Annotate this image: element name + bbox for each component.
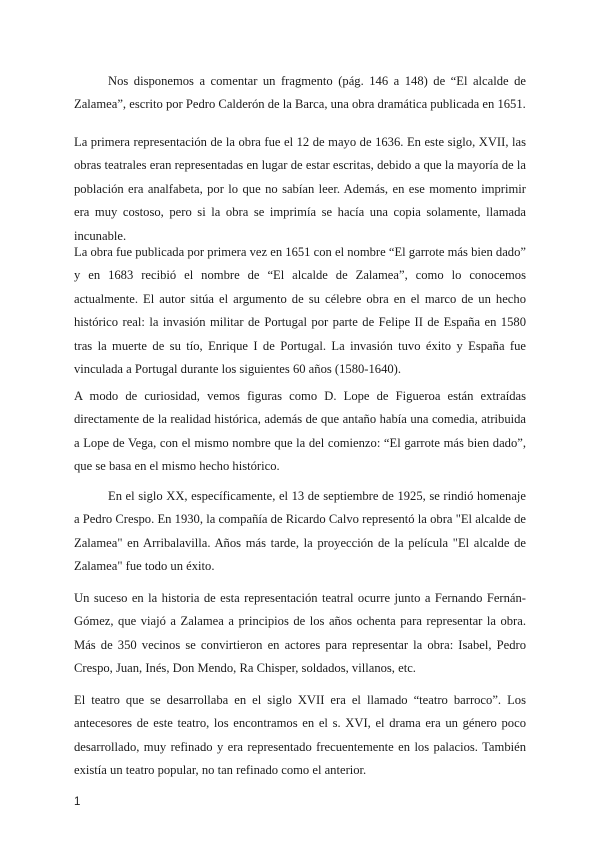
paragraph-intro: Nos disponemos a comentar un fragmento (pág. 146 a 148) de “El alcalde de Zalamea”, escrito por Pedro Calderón de la Barca, una obra dramática publicada en 1651.: [74, 74, 526, 112]
page-number: 1: [74, 796, 81, 808]
paragraph-publication: La obra fue publicada por primera vez en 1651 con el nombre “El garrote más bien dado” y en 1683 recibió el nombre de “El alcalde de Zalamea”, como lo conocemos actualmente. El autor sitúa el argumento de su célebre obra en el marco de un hecho histórico real: la invasión militar de Portugal por parte de Felipe II de España en 1580 tras la muerte de su tío, Enrique I de Portugal. La invasión tuvo éxito y España fue vinculada a Portugal durante los siguientes 60 años (1580-1640).: [74, 245, 526, 377]
paragraph-event: Un suceso en la historia de esta representación teatral ocurre junto a Fernando Fernán-Gómez, que viajó a Zalamea a principios de los años ochenta para representar la obra. Más de 350 vecinos se convirtieron en actores para representar la obra: Isabel, Pedro Crespo, Juan, Inés, Don Mendo, Ra Chisper, soldados, villanos, etc.: [74, 591, 526, 676]
paragraph-baroque-theatre: El teatro que se desarrollaba en el siglo XVII era el llamado “teatro barroco”. Los antecesores de este teatro, los encontramos en el s. XVI, el drama era un género poco desarrollado, muy refinado y era representado frecuentemente en los palacios. También existía un teatro popular, no tan refinado como el anterior.: [74, 693, 526, 778]
paragraph-20th-century: En el siglo XX, específicamente, el 13 de septiembre de 1925, se rindió homenaje a Pedro Crespo. En 1930, la compañía de Ricardo Calvo representó la obra "El alcalde de Zalamea" en Arribalavilla. Años más tarde, la proyección de la película "El alcalde de Zalamea" fue todo un éxito.: [74, 489, 526, 574]
paragraph-first-performance: La primera representación de la obra fue el 12 de mayo de 1636. En este siglo, XVII, las obras teatrales eran representadas en lugar de estar escritas, debido a que la mayoría de la población era analfabeta, por lo que no sabían leer. Además, en ese momento imprimir era muy costoso, pero si la obra se imprimía se hacía una copia solamente, llamada incunable.: [74, 135, 526, 243]
paragraph-curiosity: A modo de curiosidad, vemos figuras como D. Lope de Figueroa están extraídas directamente de la realidad histórica, además de que antaño había una comedia, atribuida a Lope de Vega, con el mismo nombre que la del comienzo: “El garrote más bien dado”, que se basa en el mismo hecho histórico.: [74, 389, 526, 474]
